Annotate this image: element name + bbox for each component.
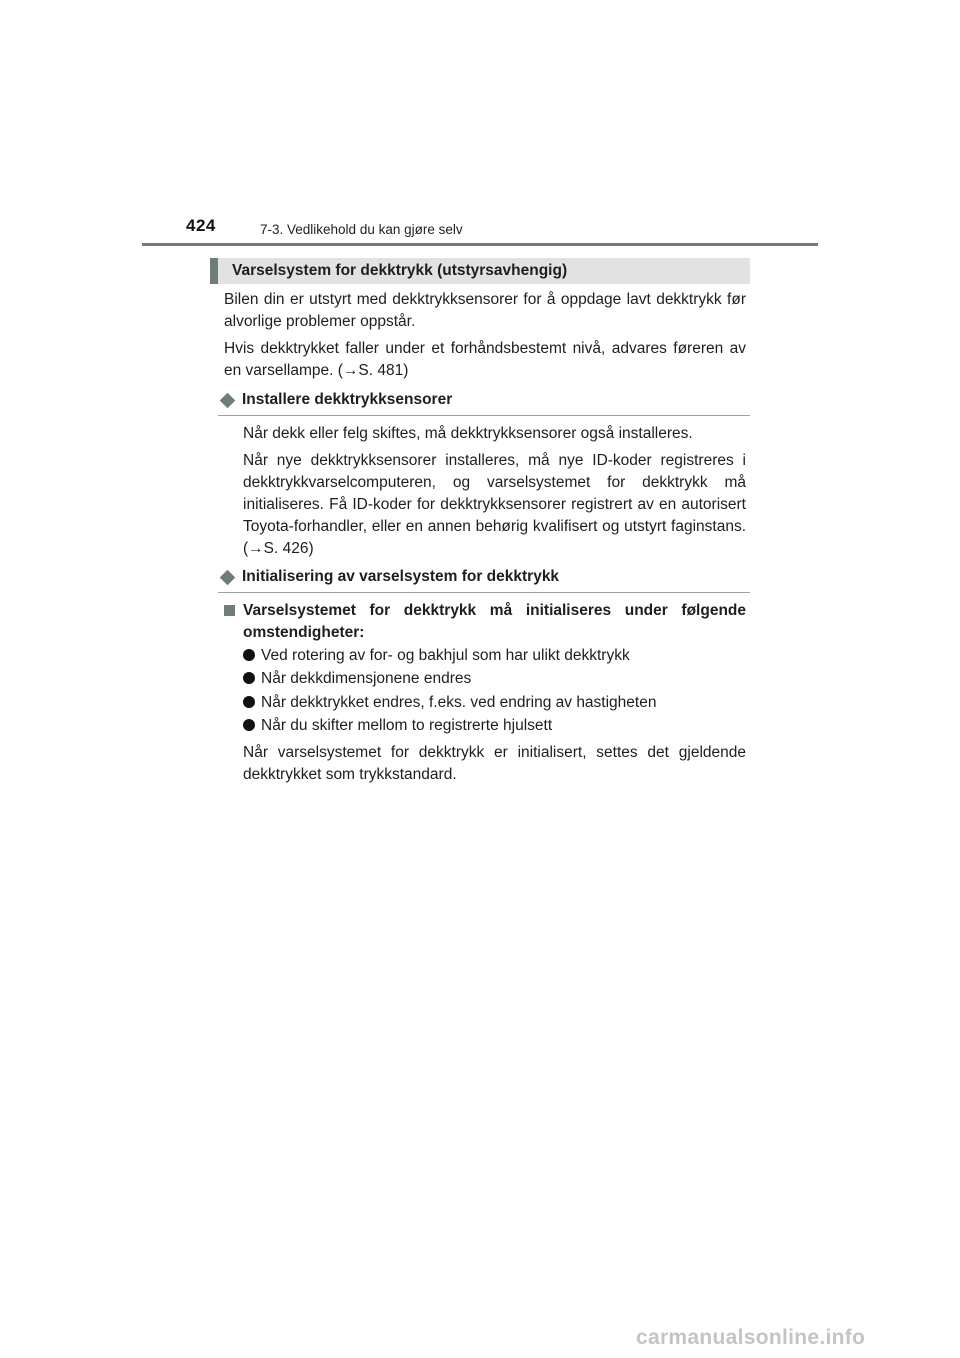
list-item: Når du skifter mellom to registrerte hjulsett (243, 715, 552, 737)
section-heading-bar (210, 258, 750, 284)
condition-heading: Varselsystemet for dekktrykk må initialiseres under følgende omstendigheter: (243, 602, 746, 641)
chapter-title: 7-3. Vedlikehold du kan gjøre selv (260, 222, 463, 237)
bullet-dot-icon (243, 672, 255, 684)
diamond-icon (220, 570, 236, 586)
subsection-title: Installere dekktrykksensorer (242, 391, 453, 408)
subsection-heading-install (218, 393, 750, 416)
diamond-icon (220, 393, 236, 409)
subsection-title: Initialisering av varselsystem for dekktrykk (242, 568, 560, 585)
list-item: Når dekktrykket endres, f.eks. ved endring av hastigheten (243, 692, 656, 714)
install-paragraph-1: Når dekk eller felg skiftes, må dekktrykksensorer også installeres. (243, 425, 693, 442)
install-paragraph-2: Når nye dekktrykksensorer installeres, må nye ID-koder registreres i dekktrykkvarselcomputeren, og varselsystemet for dekktrykk må initialiseres. Få ID-koder for dekktrykksensorer registrert av en autorisert Toyota-forhandler, eller en annen behørig kvalifisert og utstyrt faginstans. (→S. 426) (243, 452, 746, 557)
watermark-text: carmanualsonline.info (636, 1326, 866, 1349)
intro-paragraph-1: Bilen din er utstyrt med dekktrykksensorer for å oppdage lavt dekktrykk før alvorlige problemer oppstår. (224, 291, 746, 330)
bullet-dot-icon (243, 696, 255, 708)
list-item: Når dekkdimensjonene endres (243, 668, 471, 690)
subsection-heading-init (218, 570, 750, 593)
header-rule (142, 243, 818, 246)
bullet-dot-icon (243, 719, 255, 731)
closing-paragraph: Når varselsystemet for dekktrykk er initialisert, settes det gjeldende dekktrykket som trykkstandard. (243, 744, 746, 783)
intro-paragraph-2: Hvis dekktrykket faller under et forhåndsbestemt nivå, advares føreren av en varsellampe. (→S. 481) (224, 340, 746, 379)
square-bullet-icon (224, 605, 235, 616)
bullet-dot-icon (243, 649, 255, 661)
page-number: 424 (186, 216, 216, 235)
list-item: Ved rotering av for- og bakhjul som har ulikt dekktrykk (243, 645, 630, 667)
section-title: Varselsystem for dekktrykk (utstyrsavhengig) (232, 262, 568, 279)
